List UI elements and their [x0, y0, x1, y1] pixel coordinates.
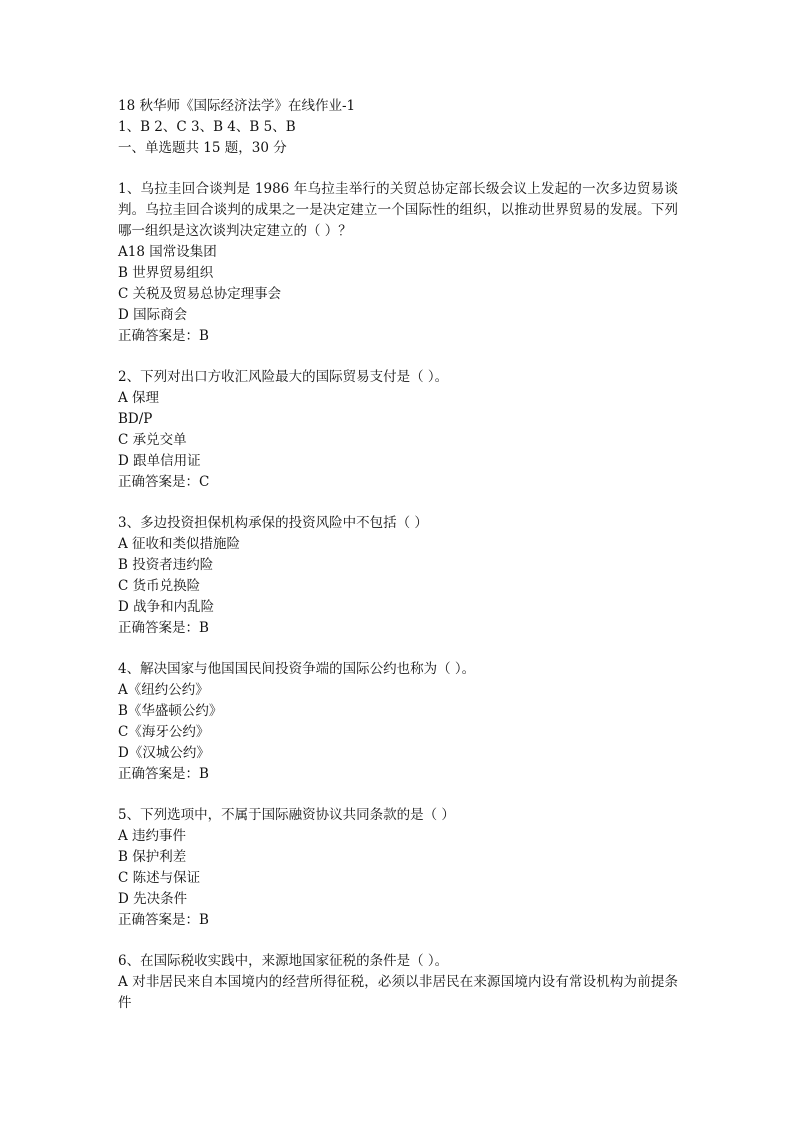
option-c: C 关税及贸易总协定理事会	[118, 286, 282, 302]
option-c: C《海牙公约》	[118, 724, 210, 740]
option-a: A 征收和类似措施险	[118, 536, 241, 552]
option-c: C 陈述与保证	[118, 870, 201, 886]
correct-answer: 正确答案是：B	[118, 328, 209, 344]
option-a: A 保理	[118, 390, 160, 406]
question-stem: 1、乌拉圭回合谈判是 1986 年乌拉圭举行的关贸总协定部长级会议上发起的一次多边贸易谈判。乌拉圭回合谈判的成果之一是决定建立一个国际性的组织，以推动世界贸易的发展。下列哪一组织是这次谈判决定建立的（ ）？	[118, 181, 678, 239]
option-d: D 国际商会	[118, 307, 188, 323]
question-stem: 3、多边投资担保机构承保的投资风险中不包括（ ）	[118, 515, 428, 531]
correct-answer: 正确答案是：C	[118, 474, 210, 490]
question-stem: 6、在国际税收实践中，来源地国家征税的条件是（ ）。	[118, 953, 449, 969]
option-b: BD/P	[118, 411, 153, 427]
option-a: A《纽约公约》	[118, 682, 209, 698]
question-4	[118, 659, 678, 785]
section-heading: 一、单选题共 15 题，30 分	[118, 140, 287, 156]
question-2	[118, 367, 678, 493]
correct-answer: 正确答案是：B	[118, 766, 209, 782]
question-6	[118, 951, 678, 1014]
question-stem: 5、下列选项中，不属于国际融资协议共同条款的是（ ）	[118, 807, 455, 823]
correct-answer: 正确答案是：B	[118, 620, 209, 636]
document-title: 18 秋华师《国际经济法学》在线作业-1	[118, 98, 356, 114]
question-5	[118, 805, 678, 931]
option-b: B 世界贸易组织	[118, 265, 214, 281]
question-1	[118, 179, 678, 347]
option-b: B《华盛顿公约》	[118, 703, 223, 719]
option-a: A18 国常设集团	[118, 244, 217, 260]
option-c: C 货币兑换险	[118, 578, 201, 594]
question-stem: 4、解决国家与他国国民间投资争端的国际公约也称为（ ）。	[118, 661, 476, 677]
option-d: D《汉城公约》	[118, 745, 210, 761]
answer-key-summary: 1、B 2、C 3、B 4、B 5、B	[118, 119, 296, 135]
option-a: A 对非居民来自本国境内的经营所得征税，必须以非居民在来源国境内设有常设机构为前提条件	[118, 974, 678, 1011]
question-3	[118, 513, 678, 639]
option-c: C 承兑交单	[118, 432, 187, 448]
correct-answer: 正确答案是：B	[118, 912, 209, 928]
option-a: A 违约事件	[118, 828, 187, 844]
option-b: B 保护利差	[118, 849, 187, 865]
question-stem: 2、下列对出口方收汇风险最大的国际贸易支付是（ ）。	[118, 369, 449, 385]
document-page	[118, 96, 678, 1014]
option-d: D 跟单信用证	[118, 453, 201, 469]
option-b: B 投资者违约险	[118, 557, 214, 573]
option-d: D 先决条件	[118, 891, 188, 907]
option-d: D 战争和内乱险	[118, 599, 215, 615]
